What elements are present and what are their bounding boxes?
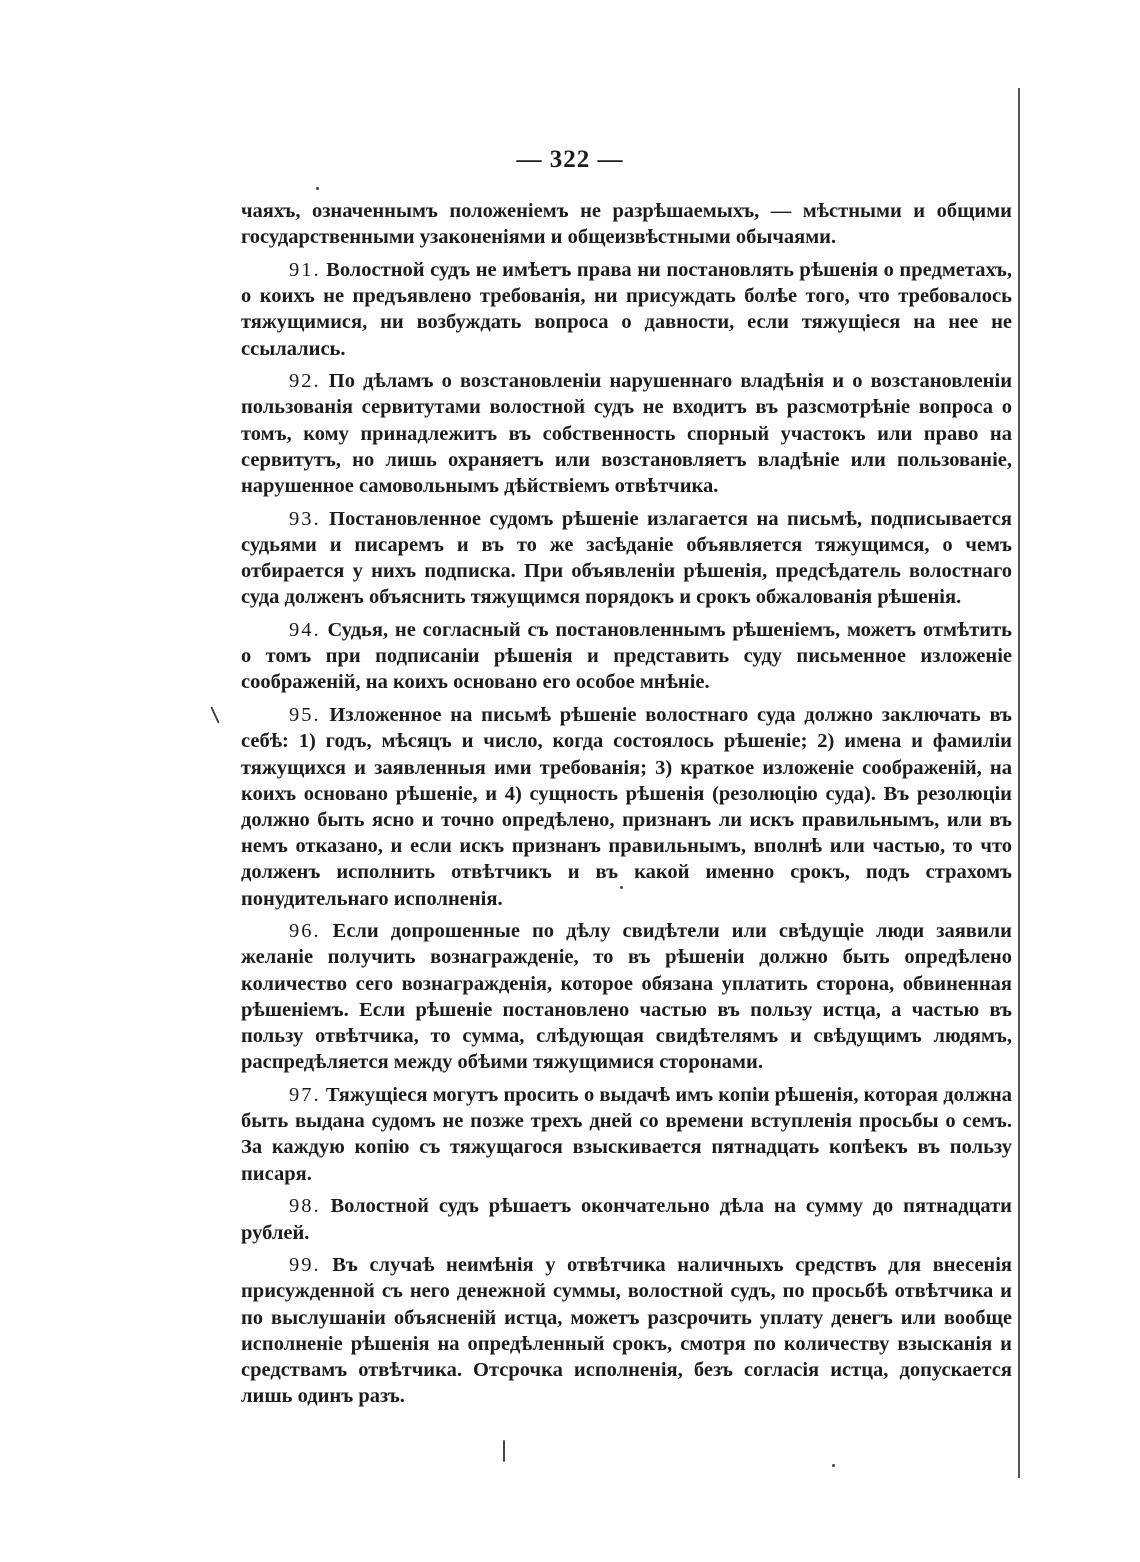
article-text: Постановленное судомъ рѣшеніе излагается на письмѣ, подписывается судьями и писаремъ и въ то же засѣданіе объявляется тяжущимся, о чемъ отбирается у нихъ подписка. При объявленіи рѣшенія, предсѣдатель волостнаго суда долженъ объяснить тяжущимся порядокъ и срокъ обжалованія рѣшенія. — [241, 507, 1013, 609]
article-97 — [241, 1082, 1012, 1187]
article-number: 96. — [289, 920, 321, 943]
article-text: Судья, не согласный съ постановленнымъ рѣшеніемъ, можетъ отмѣтить о томъ при подписаніи рѣшенія и представить суду письменное изложеніе соображеній, на коихъ основано его особое мнѣніе. — [241, 619, 1013, 694]
scan-speck — [832, 1464, 835, 1467]
article-text: Волостной судъ рѣшаетъ окончательно дѣла на сумму до пятнадцати рублей. — [241, 1195, 1012, 1244]
article-text: Тяжущіеся могутъ просить о выдачѣ имъ копіи рѣшенія, которая должна быть выдана судомъ не позже трехъ дней со времени вступленія просьбы о семъ. За каждую копію съ тяжущагося взыскивается пятнадцать копѣекъ въ пользу писаря. — [241, 1084, 1012, 1185]
page-header — [0, 146, 1140, 174]
article-96 — [241, 918, 1012, 1075]
article-number: 98. — [289, 1195, 321, 1218]
article-99 — [241, 1252, 1012, 1409]
article-number: 91. — [289, 258, 321, 281]
page-edge-line — [1018, 88, 1020, 1478]
article-text: По дѣламъ о возстановленіи нарушеннаго владѣнія и о возстановленіи пользованія сервитутами волостной судъ не входитъ въ разсмотрѣніе вопроса о томъ, кому принадлежитъ въ собственность спорный участокъ или право на сервитутъ, но лишь охраняетъ или возстановляетъ владѣніе или пользованіе, нарушенное самовольнымъ дѣйствіемъ отвѣтчика. — [241, 370, 1013, 498]
article-number: 94. — [289, 619, 321, 642]
scan-speck — [503, 1440, 505, 1462]
article-number: 95. — [289, 704, 321, 727]
scan-speck — [316, 187, 319, 190]
article-93 — [241, 506, 1012, 611]
paragraph-text: чаяхъ, означеннымъ положеніемъ не разрѣшаемыхъ, — мѣстными и общими государственными узаконеніями и общеизвѣстными обычаями. — [241, 200, 1012, 249]
scan-speck — [620, 886, 623, 889]
article-95 — [241, 702, 1012, 912]
article-text: Волостной судъ не имѣетъ права ни постановлять рѣшенія о предметахъ, о коихъ не предъявлено требованія, ни присуждать болѣе того, что требовалось тяжущимися, ни возбуждать вопроса о давности, если тяжущіеся на нее не ссылались. — [241, 258, 1013, 360]
article-92 — [241, 368, 1012, 499]
article-91 — [241, 257, 1012, 362]
paragraph-continuation — [241, 198, 1012, 250]
article-number: 97. — [289, 1084, 321, 1106]
article-text: Въ случаѣ неимѣнія у отвѣтчика наличныхъ средствъ для внесенія присужденной съ него денежной суммы, волостной судъ, по просьбѣ отвѣтчика и по выслушаніи объясненій истца, можетъ разсрочить уплату денегъ или вообще исполненіе рѣшенія на опредѣленный срокъ, смотря по количеству взысканія и средствамъ отвѣтчика. Отсрочка исполненія, безъ согласія истца, допускается лишь одинъ разъ. — [241, 1254, 1013, 1408]
scan-speck — [210, 706, 219, 723]
article-number: 93. — [289, 507, 321, 530]
article-text: Изложенное на письмѣ рѣшеніе волостнаго суда должно заключать въ себѣ: 1) годъ, мѣсяцъ и число, когда состоялось рѣшеніе; 2) имена и фамиліи тяжущихся и заявленныя ими требованія; 3) краткое изложеніе соображеній, на коихъ основано рѣшеніе, и 4) сущность рѣшенія (резолюцію суда). Въ резолюціи должно быть ясно и точно опредѣлено, признанъ ли искъ правильнымъ, или въ немъ отказано, и если искъ признанъ правильнымъ, вполнѣ или частью, то что долженъ исполнить отвѣтчикъ и въ какой именно срокъ, подъ страхомъ понудительнаго исполненія. — [241, 704, 1012, 910]
article-94 — [241, 617, 1012, 696]
body-text — [241, 198, 1012, 1416]
article-98 — [241, 1193, 1012, 1245]
article-text: Если допрошенные по дѣлу свидѣтели или свѣдущіе люди заявили желаніе получить вознагражденіе, то въ рѣшеніи должно быть опредѣлено количество сего вознагражденія, которое обязана уплатить сторона, обвиненная рѣшеніемъ. Если рѣшеніе постановлено частью въ пользу истца, а частью въ пользу отвѣтчика, то сумма, слѣдующая свидѣтелямъ и свѣдущимъ людямъ, распредѣляется между обѣими тяжущимися сторонами. — [241, 920, 1012, 1074]
article-number: 99. — [289, 1254, 321, 1277]
article-number: 92. — [289, 370, 321, 393]
page-number: — 322 — — [516, 146, 624, 173]
